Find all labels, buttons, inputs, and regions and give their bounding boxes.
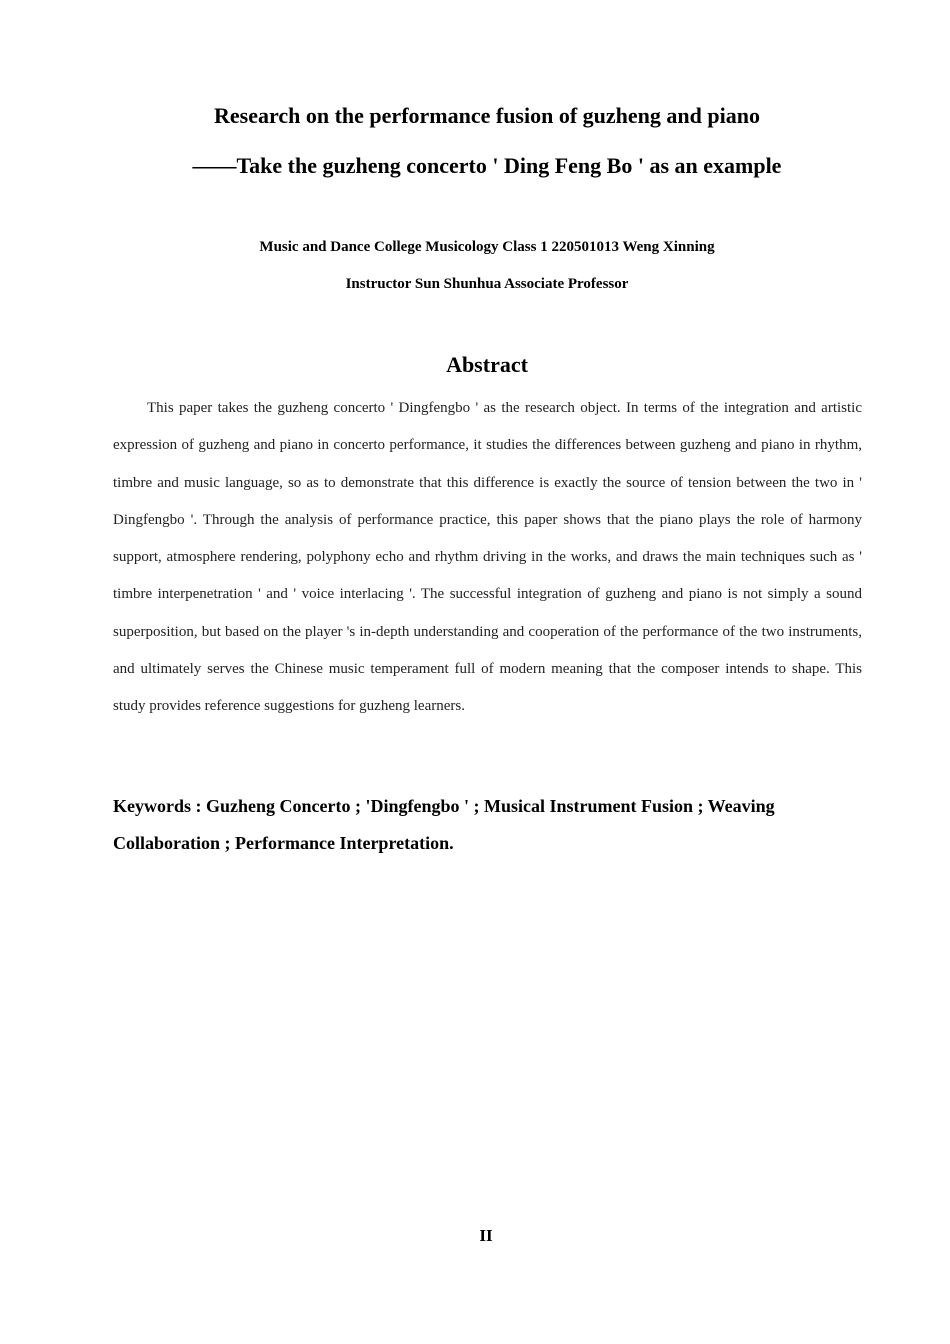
paper-subtitle: ——Take the guzheng concerto ' Ding Feng Bo ' as an example	[192, 153, 782, 178]
paper-title: Research on the performance fusion of guzheng and piano	[214, 103, 760, 128]
instructor-line: Instructor Sun Shunhua Associate Professor	[345, 276, 629, 292]
abstract-text: This paper takes the guzheng concerto ' Dingfengbo ' as the research object. In terms of the integration and artistic expression of guzheng and piano in concerto performance, it studies the differences between guzheng and piano in rhythm, timbre and music language, so as to demonstrate that this difference is exactly the source of tension between the two in ' Dingfengbo '. Through the analysis of performance practice, this paper shows that the piano plays the role of harmony support, atmosphere rendering, polyphony echo and rhythm driving in the works, and draws the main techniques such as ' timbre interpenetration ' and ' voice interlacing '. The successful integration of guzheng and piano is not simply a sound superposition, but based on the player 's in-depth understanding and cooperation of the performance of the two instruments, and ultimately serves the Chinese music temperament full of modern meaning that the composer intends to shape. This study provides reference suggestions for guzheng learners.	[113, 400, 862, 715]
page-number: II	[479, 1226, 493, 1245]
abstract-heading: Abstract	[446, 352, 528, 377]
keywords-text: Keywords : Guzheng Concerto ; 'Dingfengbo ' ; Musical Instrument Fusion ; Weaving Collaboration ; Performance Interpretation.	[113, 796, 775, 853]
author-line: Music and Dance College Musicology Class 1 220501013 Weng Xinning	[259, 239, 715, 255]
